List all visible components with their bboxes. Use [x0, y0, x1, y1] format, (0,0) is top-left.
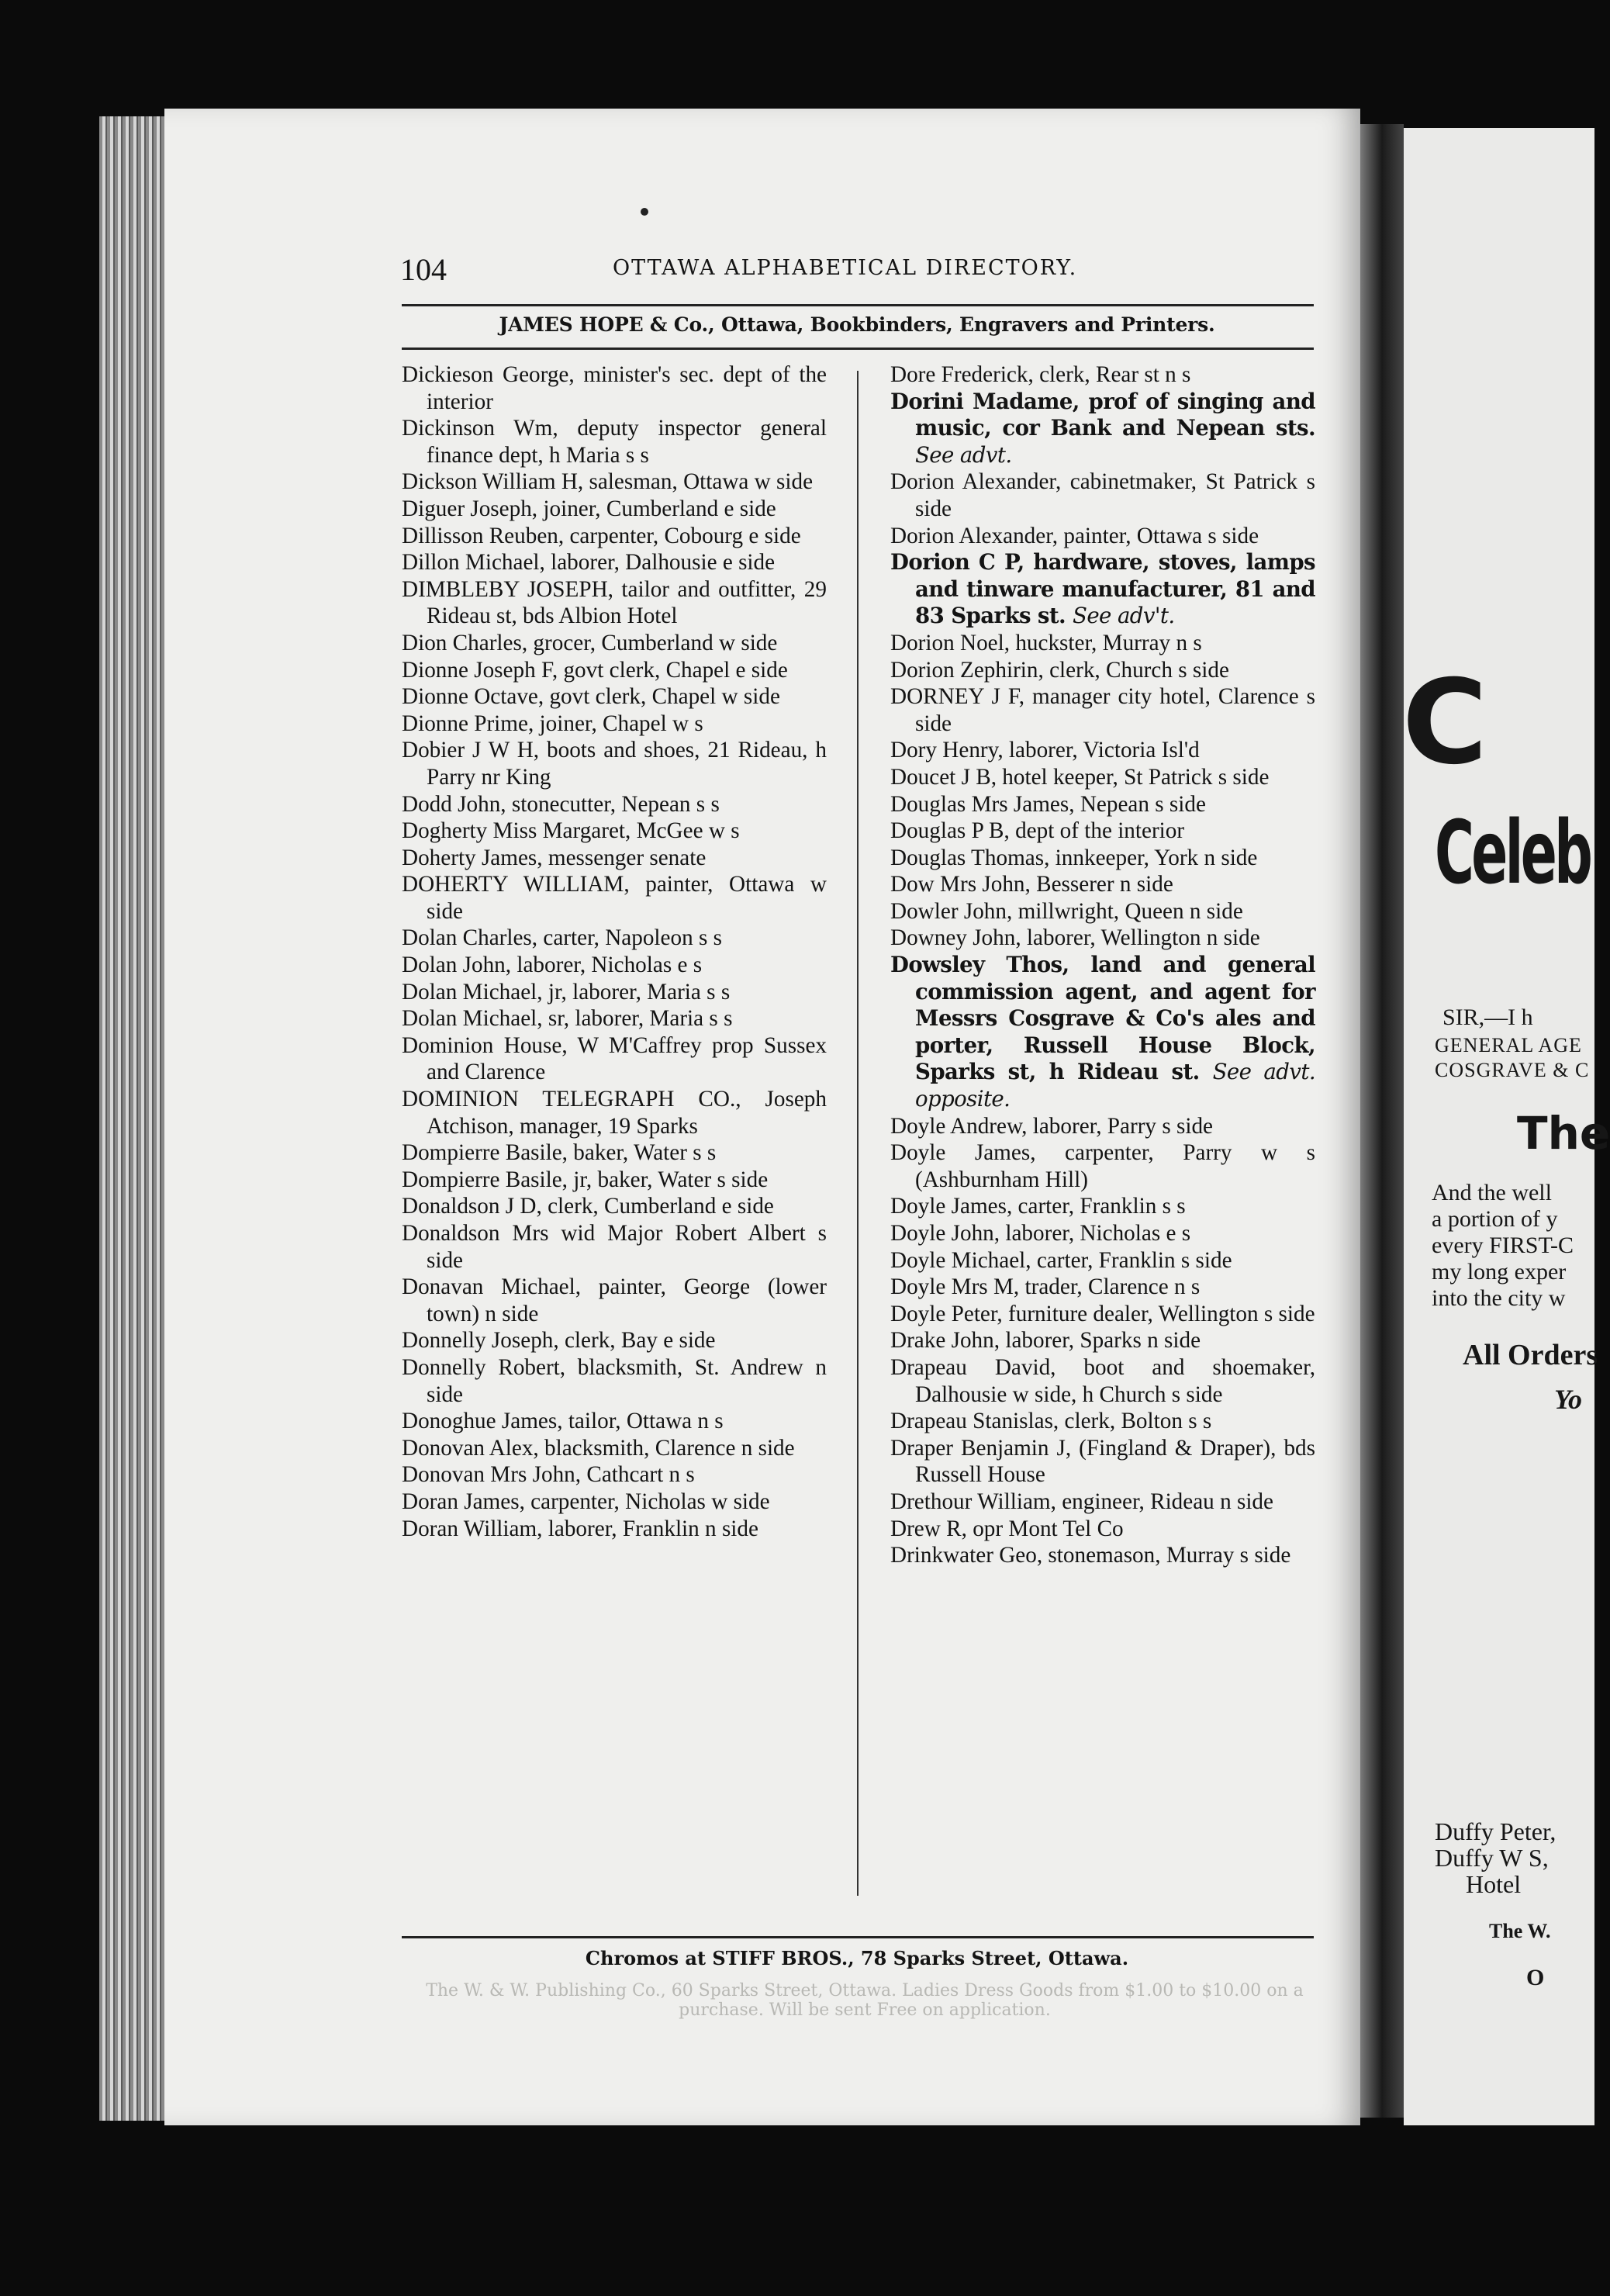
directory-entry — [402, 415, 827, 469]
directory-entry — [402, 1435, 827, 1462]
footer-rule — [402, 1936, 1314, 1938]
entry-text: Donoghue James, tailor, Ottawa n s — [402, 1409, 724, 1434]
column-divider — [857, 371, 859, 1896]
page-number: 104 — [400, 252, 447, 287]
body-line-2: a portion of y — [1432, 1206, 1558, 1232]
entry-text: Dowsley Thos, land and general commission agent, and agent for Messrs Cosgrave & Co's ales and porter, Russell House Block, Sparks st, h Rideau st. — [890, 952, 1315, 1085]
see-advertisement-note: See advt. — [915, 441, 1012, 468]
directory-entry — [402, 1516, 827, 1543]
directory-entry — [890, 1247, 1315, 1274]
directory-entry — [890, 1220, 1315, 1247]
entry-text: Dorion Noel, huckster, Murray n s — [890, 630, 1202, 655]
directory-entry — [402, 576, 827, 630]
entry-text: Doyle Andrew, laborer, Parry s side — [890, 1113, 1213, 1139]
running-head: OTTAWA ALPHABETICAL DIRECTORY. — [613, 256, 1078, 280]
orders-line: All Orders — [1463, 1339, 1598, 1371]
footer-advert: Chromos at STIFF BROS., 78 Sparks Street, Ottawa. — [585, 1947, 1129, 1969]
directory-entry — [402, 1005, 827, 1032]
entry-text: Doyle James, carter, Franklin s s — [890, 1194, 1186, 1219]
entry-text: Dompierre Basile, jr, baker, Water s side — [402, 1167, 769, 1192]
footer-fragment: The W. — [1489, 1920, 1551, 1942]
right-page — [1402, 128, 1610, 2125]
entry-text: Dowler John, millwright, Queen n side — [890, 898, 1243, 924]
directory-entry — [402, 469, 827, 496]
entry-text: Doyle Peter, furniture dealer, Wellington s side — [890, 1301, 1315, 1326]
entry-text: Donnelly Robert, blacksmith, St. Andrew n side — [402, 1354, 827, 1407]
entry-text: Doucet J B, hotel keeper, St Patrick s side — [890, 764, 1270, 790]
directory-entry — [402, 871, 827, 925]
entry-text: Dickinson Wm, deputy inspector general finance dept, h Maria s s — [402, 416, 827, 468]
entry-text: Dionne Octave, govt clerk, Chapel w side — [402, 684, 780, 710]
entry-text: Doyle John, laborer, Nicholas e s — [890, 1221, 1191, 1246]
banner-rule — [402, 348, 1314, 350]
directory-entry — [402, 1274, 827, 1327]
directory-entry — [890, 683, 1315, 737]
directory-entry — [890, 791, 1315, 818]
entry-text: Dorion C P, hardware, stoves, lamps and tinware manufacturer, 81 and 83 Sparks st. — [890, 549, 1315, 629]
entry-text: Dillon Michael, laborer, Dalhousie e side — [402, 550, 776, 576]
directory-entry — [402, 1220, 827, 1274]
body-line-5: into the city w — [1432, 1285, 1566, 1311]
directory-entry — [402, 683, 827, 711]
entry-text: Dow Mrs John, Besserer n side — [890, 872, 1173, 897]
directory-entry — [402, 523, 827, 550]
directory-entry — [890, 1274, 1315, 1301]
directory-entry — [890, 1327, 1315, 1354]
entry-text: Doherty James, messenger senate — [402, 845, 707, 870]
header-banner: JAMES HOPE & Co., Ottawa, Bookbinders, Engravers and Printers. — [499, 313, 1215, 336]
entry-text: Dolan Michael, jr, laborer, Maria s s — [402, 979, 731, 1004]
directory-entry — [402, 1032, 827, 1086]
entry-text: Drapeau David, boot and shoemaker, Dalhousie w side, h Church s side — [890, 1354, 1315, 1407]
bleed-through-text: The W. & W. Publishing Co., 60 Sparks Street, Ottawa. Ladies Dress Goods from $1.00 to $10.00 on a purchase. Will be sent Free on application. — [426, 1981, 1304, 2020]
entry-text: Dolan John, laborer, Nicholas e s — [402, 953, 703, 978]
directory-entry — [890, 871, 1315, 898]
directory-entry — [402, 1461, 827, 1489]
directory-entry — [402, 657, 827, 684]
entry-text: Douglas P B, dept of the interior — [890, 818, 1185, 844]
directory-entry — [402, 791, 827, 818]
directory-entry — [890, 1516, 1315, 1543]
entry-text: Dion Charles, grocer, Cumberland w side — [402, 630, 778, 655]
directory-entry — [402, 1193, 827, 1220]
agent-line-1: GENERAL AGE — [1435, 1034, 1582, 1056]
directory-entry — [402, 1327, 827, 1354]
directory-entry — [402, 1086, 827, 1139]
directory-entry — [890, 523, 1315, 550]
entry-text: Douglas Thomas, innkeeper, York n side — [890, 845, 1258, 870]
entry-text: Dionne Joseph F, govt clerk, Chapel e side — [402, 657, 788, 683]
directory-entry — [402, 979, 827, 1006]
directory-entry — [402, 496, 827, 523]
directory-column-left — [402, 361, 827, 1542]
entry-text: DOMINION TELEGRAPH CO., Joseph Atchison, manager, 19 Sparks — [402, 1087, 827, 1139]
entry-text: Doyle Michael, carter, Franklin s side — [890, 1247, 1232, 1273]
body-line-3: every FIRST-C — [1432, 1233, 1574, 1258]
directory-entry — [402, 1139, 827, 1167]
entry-text: Doran James, carpenter, Nicholas w side — [402, 1489, 770, 1514]
entry-text: Donovan Alex, blacksmith, Clarence n side — [402, 1435, 795, 1461]
directory-column-right — [890, 361, 1315, 1569]
directory-entry — [402, 952, 827, 979]
entry-text: Drew R, opr Mont Tel Co — [890, 1516, 1124, 1541]
entry-text: Dominion House, W M'Caffrey prop Sussex and Clarence — [402, 1032, 827, 1085]
entry-text: Doran William, laborer, Franklin n side — [402, 1516, 758, 1541]
directory-entry — [402, 845, 827, 872]
entry-text: Dorini Madame, prof of singing and music, cor Bank and Nepean sts. — [890, 388, 1315, 441]
entry-text: Drake John, laborer, Sparks n side — [890, 1328, 1201, 1354]
directory-entry — [890, 1139, 1315, 1193]
entry-text: Douglas Mrs James, Nepean s side — [890, 791, 1206, 817]
directory-entry — [402, 925, 827, 952]
the-heading: The — [1517, 1107, 1610, 1160]
directory-entry — [890, 1435, 1315, 1489]
headline-fragment: Celeb — [1435, 803, 1591, 904]
directory-entry — [890, 361, 1315, 389]
agent-line-2: COSGRAVE & C — [1435, 1059, 1590, 1081]
speck — [641, 208, 648, 216]
entry-text: Dickson William H, salesman, Ottawa w side — [402, 469, 814, 495]
entry-text: Dore Frederick, clerk, Rear st n s — [890, 362, 1191, 387]
entry-text: Downey John, laborer, Wellington n side — [890, 925, 1260, 951]
entry-text: Dompierre Basile, baker, Water s s — [402, 1140, 717, 1166]
see-advertisement-note: See advt. opposite. — [915, 1059, 1315, 1112]
duffy-line-2: Duffy W S, — [1435, 1844, 1549, 1872]
entry-text: Doyle James, carpenter, Parry w s (Ashburnham Hill) — [890, 1140, 1315, 1192]
directory-entry — [890, 898, 1315, 925]
big-letter: C — [1402, 655, 1488, 790]
entry-text: Diguer Joseph, joiner, Cumberland e side — [402, 496, 776, 521]
body-line-4: my long exper — [1432, 1259, 1567, 1285]
directory-entry — [402, 1489, 827, 1516]
directory-entry — [890, 1301, 1315, 1328]
yours-fragment: Yo — [1554, 1384, 1582, 1415]
entry-text: DORNEY J F, manager city hotel, Clarence s side — [890, 684, 1315, 736]
entry-text: Dorion Alexander, painter, Ottawa s side — [890, 523, 1259, 548]
entry-text: DOHERTY WILLIAM, painter, Ottawa w side — [402, 872, 827, 924]
directory-entry — [890, 737, 1315, 764]
see-advertisement-note: See adv't. — [1073, 603, 1175, 629]
header-rule — [402, 304, 1314, 306]
directory-entry — [890, 1542, 1315, 1569]
directory-entry — [890, 818, 1315, 845]
entry-text: Drethour William, engineer, Rideau n side — [890, 1489, 1273, 1514]
entry-text: Dobier J W H, boots and shoes, 21 Rideau, h Parry nr King — [402, 738, 827, 790]
entry-text: Dionne Prime, joiner, Chapel w s — [402, 711, 703, 736]
body-line-1: And the well — [1432, 1180, 1552, 1205]
entry-text: Donavan Michael, painter, George (lower town) n side — [402, 1274, 827, 1326]
entry-text: Dogherty Miss Margaret, McGee w s — [402, 818, 740, 844]
page-edge-stack — [99, 116, 171, 2121]
letter-o: O — [1526, 1965, 1545, 1990]
entry-text: Draper Benjamin J, (Fingland & Draper), bds Russell House — [890, 1435, 1315, 1488]
directory-entry — [890, 764, 1315, 791]
directory-entry — [402, 1408, 827, 1435]
directory-entry — [402, 549, 827, 576]
entry-text: Donaldson Mrs wid Major Robert Albert s side — [402, 1221, 827, 1273]
directory-entry — [890, 845, 1315, 872]
directory-entry — [890, 657, 1315, 684]
directory-entry — [402, 1167, 827, 1194]
directory-entry — [890, 469, 1315, 522]
directory-entry — [890, 1408, 1315, 1435]
directory-entry — [402, 818, 827, 845]
directory-entry — [890, 952, 1315, 1113]
duffy-line-3: Hotel — [1466, 1870, 1522, 1898]
entry-text: Dolan Michael, sr, laborer, Maria s s — [402, 1006, 733, 1032]
entry-text: Donnelly Joseph, clerk, Bay e side — [402, 1328, 716, 1354]
entry-text: Dickieson George, minister's sec. dept of the interior — [402, 362, 827, 414]
entry-text: Donaldson J D, clerk, Cumberland e side — [402, 1194, 774, 1219]
directory-entry — [402, 361, 827, 415]
directory-entry — [890, 1354, 1315, 1408]
entry-text: Dorion Alexander, cabinetmaker, St Patrick s side — [890, 469, 1315, 521]
directory-entry — [890, 925, 1315, 952]
directory-entry — [890, 389, 1315, 469]
directory-entry — [890, 1193, 1315, 1220]
entry-text: Drapeau Stanislas, clerk, Bolton s s — [890, 1409, 1212, 1434]
entry-text: DIMBLEBY JOSEPH, tailor and outfitter, 29 Rideau st, bds Albion Hotel — [402, 576, 827, 629]
entry-text: Dillisson Reuben, carpenter, Cobourg e side — [402, 523, 801, 548]
letter-salutation: SIR,—I h — [1442, 1004, 1533, 1030]
entry-text: Dolan Charles, carter, Napoleon s s — [402, 925, 722, 951]
directory-entry — [890, 1113, 1315, 1140]
directory-entry — [402, 711, 827, 738]
entry-text: Doyle Mrs M, trader, Clarence n s — [890, 1274, 1201, 1300]
entry-text: Dodd John, stonecutter, Nepean s s — [402, 791, 720, 817]
directory-entry — [890, 1489, 1315, 1516]
directory-entry — [402, 630, 827, 657]
entry-text: Drinkwater Geo, stonemason, Murray s side — [890, 1543, 1291, 1568]
directory-entry — [402, 737, 827, 790]
entry-text: Dory Henry, laborer, Victoria Isl'd — [890, 738, 1200, 763]
directory-entry — [890, 630, 1315, 657]
duffy-line-1: Duffy Peter, — [1435, 1817, 1556, 1845]
book-gutter — [1360, 124, 1404, 2118]
directory-entry — [890, 549, 1315, 630]
entry-text: Donovan Mrs John, Cathcart n s — [402, 1462, 695, 1488]
directory-entry — [402, 1354, 827, 1408]
entry-text: Dorion Zephirin, clerk, Church s side — [890, 657, 1229, 683]
